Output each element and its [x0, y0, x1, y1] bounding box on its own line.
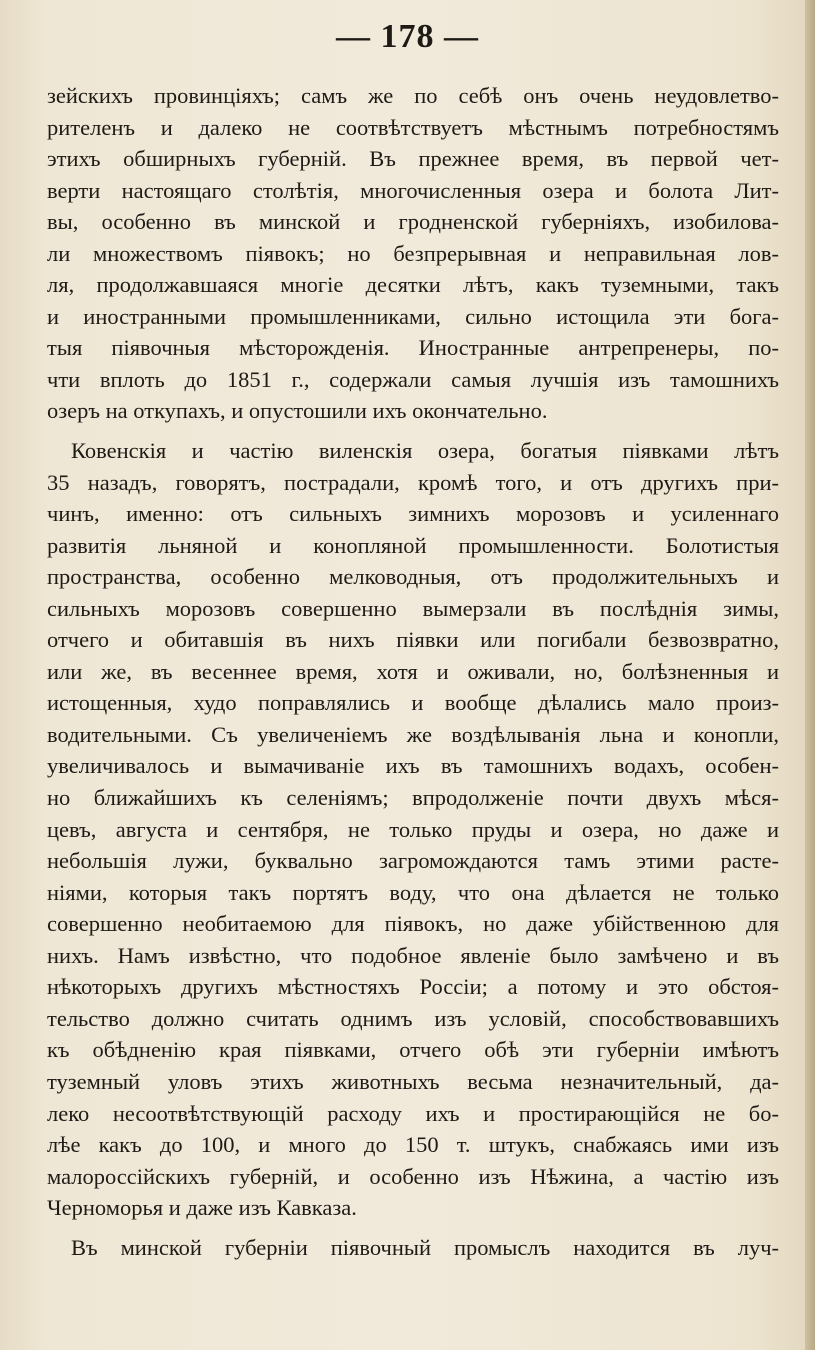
text-line: ли множествомъ піявокъ; но безпрерывная и неправильная лов-: [47, 240, 779, 266]
text-line: верти настоящаго столѣтія, многочисленныя озера и болота Лит-: [47, 177, 779, 203]
text-line: 35 назадъ, говорятъ, пострадали, кромѣ того, и отъ другихъ при-: [47, 469, 779, 495]
text-line: водительными. Съ увеличеніемъ же воздѣлыванія льна и конопли,: [47, 721, 779, 747]
text-line: къ обѣдненію края піявками, отчего обѣ эти губерніи имѣютъ: [47, 1037, 779, 1063]
text-line: чинъ, именно: отъ сильныхъ зимнихъ морозовъ и усиленнаго: [47, 501, 779, 527]
text-line: малороссійскихъ губерній, и особенно изъ Нѣжина, а частію изъ: [47, 1163, 779, 1189]
text-line: увеличивалось и вымачиваніе ихъ въ тамошнихъ водахъ, особен-: [47, 753, 779, 779]
paragraph: [47, 435, 779, 1224]
text-line: пространства, особенно мелководныя, отъ продолжительныхъ и: [47, 564, 779, 590]
text-line: небольшія лужи, буквально загромождаются тамъ этими расте-: [47, 848, 779, 874]
paragraph: [47, 1232, 779, 1264]
text-line: но ближайшихъ къ селеніямъ; впродолженіе почти двухъ мѣся-: [47, 785, 779, 811]
page-number: — 178 —: [336, 18, 479, 55]
text-line: лѣе какъ до 100, и много до 150 т. штукъ, снабжаясь ими изъ: [47, 1132, 779, 1158]
text-line: озеръ на откупахъ, и опустошили ихъ окончательно.: [47, 398, 548, 424]
text-line: тыя піявочныя мѣсторожденія. Иностранные антрепренеры, по-: [47, 335, 779, 361]
text-line: вы, особенно въ минской и гродненской губерніяхъ, изобилова-: [47, 209, 779, 235]
text-line: Черноморья и даже изъ Кавказа.: [47, 1195, 357, 1221]
text-line: леко несоотвѣтствующій расходу ихъ и простирающійся не бо-: [47, 1100, 779, 1126]
text-line: нѣкоторыхъ другихъ мѣстностяхъ Россіи; а потому и это обстоя-: [47, 974, 779, 1000]
text-line: ля, продолжавшаяся многіе десятки лѣтъ, какъ туземными, такъ: [47, 272, 779, 298]
text-line: и иностранными промышленниками, сильно истощила эти бога-: [47, 303, 779, 329]
text-line: истощенныя, худо поправлялись и вообще дѣлались мало произ-: [47, 690, 779, 716]
text-line: туземный уловъ этихъ животныхъ весьма незначительный, да-: [47, 1068, 779, 1094]
text-line: или же, въ весеннее время, хотя и оживали, но, болѣзненныя и: [47, 658, 779, 684]
text-line: чти вплоть до 1851 г., содержали самыя лучшія изъ тамошнихъ: [47, 366, 779, 392]
text-line: этихъ обширныхъ губерній. Въ прежнее время, въ первой чет-: [47, 146, 779, 172]
body-text: [47, 80, 779, 1263]
paragraph: [47, 80, 779, 427]
text-line: развитія льняной и конопляной промышленности. Болотистыя: [47, 532, 779, 558]
page-edge-shadow: [805, 0, 815, 1350]
text-line: зейскихъ провинціяхъ; самъ же по себѣ онъ очень неудовлетво-: [47, 83, 779, 108]
text-line: Ковенскія и частію виленскія озера, богатыя піявками лѣтъ: [71, 438, 779, 464]
text-line: отчего и обитавшія въ нихъ піявки или погибали безвозвратно,: [47, 627, 779, 653]
text-line: цевъ, августа и сентября, не только пруды и озера, но даже и: [47, 816, 779, 842]
text-line: совершенно необитаемою для піявокъ, но даже убійственною для: [47, 911, 779, 937]
text-line: рителенъ и далеко не соотвѣтствуетъ мѣстнымъ потребностямъ: [47, 114, 779, 140]
text-line: ніями, которыя такъ портятъ воду, что она дѣлается не только: [47, 879, 779, 905]
text-line: Въ минской губерніи піявочный промыслъ находится въ луч-: [71, 1234, 779, 1260]
text-line: тельство должно считать однимъ изъ условій, способствовавшихъ: [47, 1005, 779, 1031]
text-line: нихъ. Намъ извѣстно, что подобное явленіе было замѣчено и въ: [47, 942, 779, 968]
text-line: сильныхъ морозовъ совершенно вымерзали въ послѣднія зимы,: [47, 595, 779, 621]
